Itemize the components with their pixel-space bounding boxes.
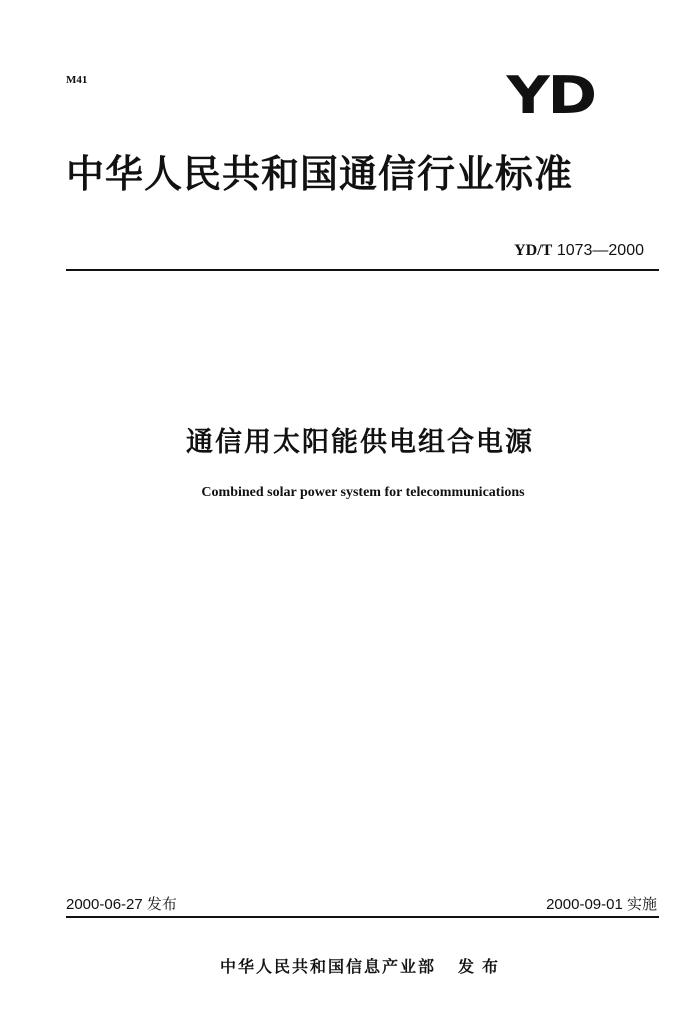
standard-number-value: 1073—2000 — [556, 242, 644, 259]
publish-date: 2000-06-27 发布 — [66, 896, 177, 913]
document-title-chinese: 通信用太阳能供电组合电源 — [186, 427, 534, 458]
yd-logo: YD — [506, 66, 595, 126]
implement-date: 2000-09-01 实施 — [546, 896, 657, 913]
issuing-authority — [0, 954, 677, 977]
top-rule — [66, 269, 659, 271]
document-title-english: Combined solar power system for telecommunications — [201, 485, 525, 500]
standard-number-prefix: YD/T — [514, 242, 553, 259]
standard-category-title: 中华人民共和国通信行业标准 — [66, 152, 574, 196]
classification-code: M41 — [66, 74, 88, 86]
bottom-rule — [66, 916, 659, 918]
issuer-verb: 发布 — [458, 957, 507, 976]
standard-number — [514, 242, 644, 260]
issuer-name: 中华人民共和国信息产业部 — [219, 957, 436, 976]
